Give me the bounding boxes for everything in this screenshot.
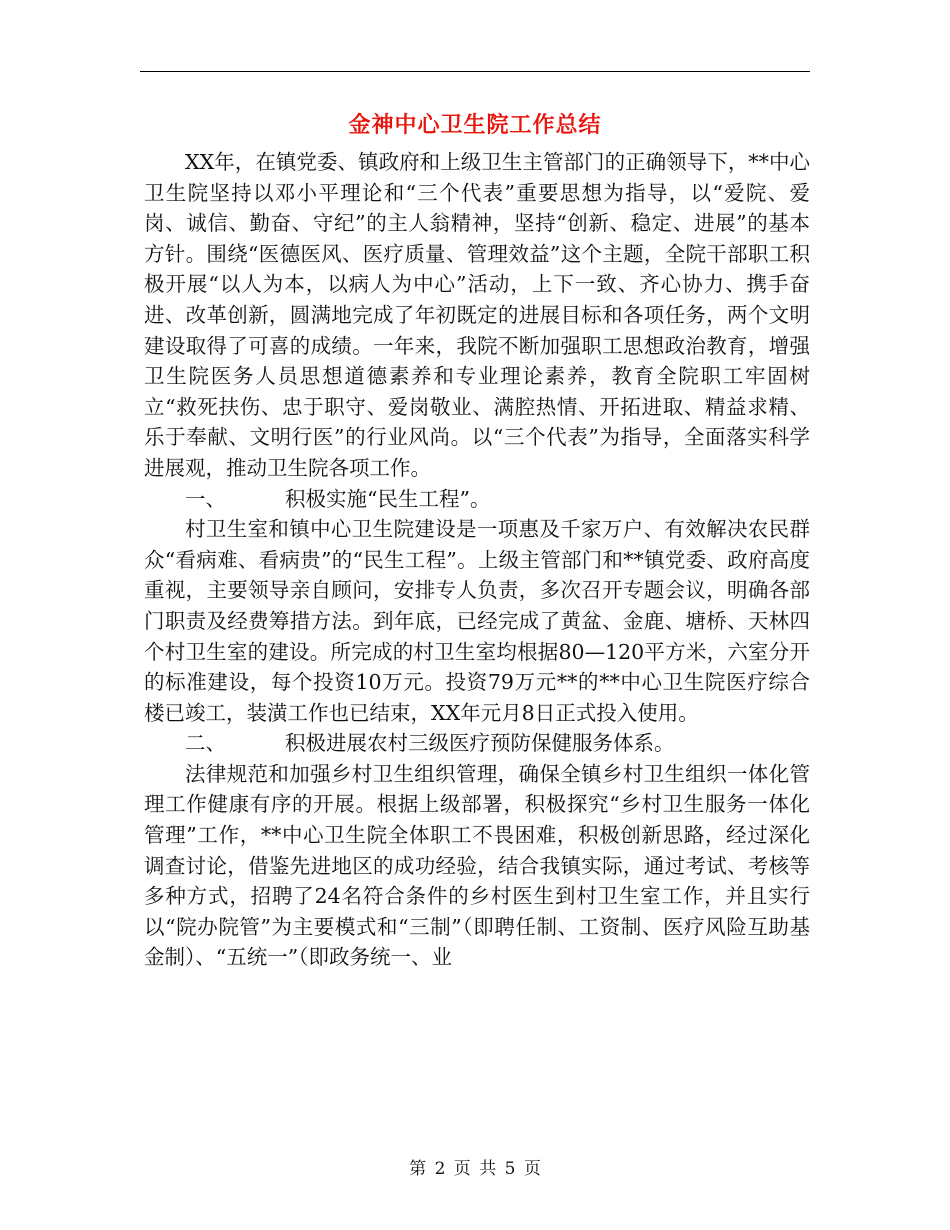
section-heading-1 xyxy=(144,484,810,515)
paragraph-section-2: 法律规范和加强乡村卫生组织管理，确保全镇乡村卫生组织一体化管理工作健康有序的开展。根据上级部署，积极探究“乡村卫生服务一体化管理”工作，**中心卫生院全体职工不畏困难，积极创新思路，经过深化调查讨论，借鉴先进地区的成功经验，结合我镇实际，通过考试、考核等多种方式，招聘了24名符合条件的乡村医生到村卫生室工作，并且实行以“院办院管”为主要模式和“三制”（即聘任制、工资制、医疗风险互助基金制）、“五统一”（即政务统一、业 xyxy=(144,761,810,970)
section-heading-2 xyxy=(144,728,810,759)
section-heading-text: 积极实施“民生工程”。 xyxy=(285,486,491,511)
document-title: 金神中心卫生院工作总结 xyxy=(348,112,602,138)
page-footer: 第 2 页 共 5 页 xyxy=(409,1159,541,1179)
section-heading-text: 积极进展农村三级医疗预防保健服务体系。 xyxy=(285,731,675,756)
section-number: 一、 xyxy=(185,486,226,511)
paragraph-section-1: 村卫生室和镇中心卫生院建设是一项惠及千家万户、有效解决农民群众“看病难、看病贵”的“民生工程”。上级主管部门和**镇党委、政府高度重视，主要领导亲自顾问，安排专人负责，多次召开专题会议，明确各部门职责及经费筹措方法。到年底，已经完成了黄盆、金鹿、塘桥、天林四个村卫生室的建设。所完成的村卫生室均根据80—120平方米，六室分开的标准建设，每个投资10万元。投资79万元**的**中心卫生院医疗综合楼已竣工，装潢工作也已结束，XX年元月8日正式投入使用。 xyxy=(144,517,810,725)
header-rule xyxy=(140,71,810,72)
document-body xyxy=(144,147,810,973)
paragraph-intro: XX年，在镇党委、镇政府和上级卫生主管部门的正确领导下，**中心卫生院坚持以邓小平理论和“三个代表”重要思想为指导，以“爱院、爱岗、诚信、勤奋、守纪”的主人翁精神，坚持“创新、稳定、进展”的基本方针。围绕“医德医风、医疗质量、管理效益”这个主题，全院干部职工积极开展“以人为本，以病人为中心”活动，上下一致、齐心协力、携手奋进、改革创新，圆满地完成了年初既定的进展目标和各项任务，两个文明建设取得了可喜的成绩。一年来，我院不断加强职工思想政治教育，增强卫生院医务人员思想道德素养和专业理论素养，教育全院职工牢固树立“救死扶伤、忠于职守、爱岗敬业、满腔热情、开拓进取、精益求精、乐于奉献、文明行医”的行业风尚。以“三个代表”为指导，全面落实科学进展观，推动卫生院各项工作。 xyxy=(144,150,810,480)
section-number: 二、 xyxy=(185,731,226,756)
